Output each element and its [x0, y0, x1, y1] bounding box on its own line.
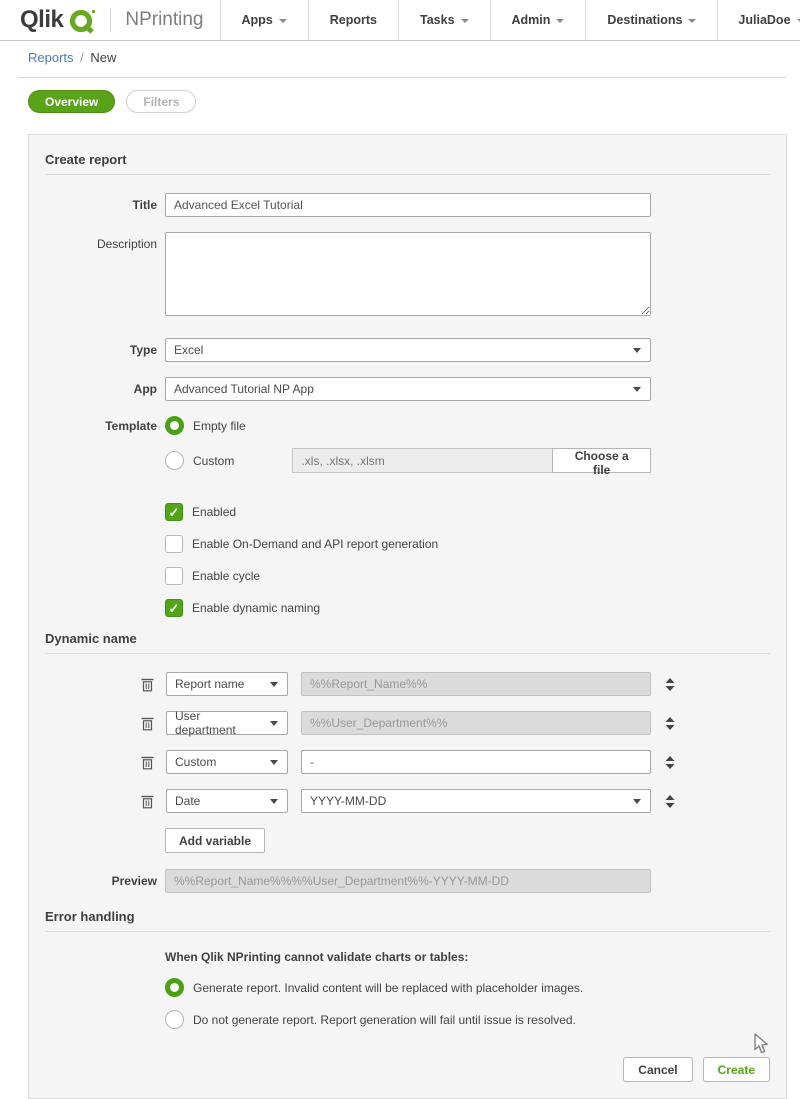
tab-bar [0, 78, 800, 113]
nav-item-label: Tasks [420, 13, 455, 27]
trash-icon[interactable] [140, 677, 154, 692]
chevron-down-icon [797, 19, 800, 23]
template-empty-file-radio[interactable] [165, 416, 184, 435]
chevron-down-icon [270, 721, 278, 726]
description-label: Description [96, 237, 157, 251]
enabled-checkbox[interactable] [165, 503, 183, 521]
date-format-value: YYYY-MM-DD [310, 794, 387, 808]
tab-overview[interactable]: Overview [28, 90, 115, 113]
ondemand-api-checkbox[interactable] [165, 535, 183, 553]
nav-item-label: Apps [241, 13, 273, 27]
template-empty-file-label: Empty file [193, 418, 246, 433]
title-label: Title [132, 198, 157, 212]
section-divider [45, 174, 770, 175]
breadcrumb-reports-link[interactable]: Reports [28, 50, 74, 65]
app-select-value: Advanced Tutorial NP App [174, 382, 314, 396]
qlik-wordmark: Qlik [20, 6, 64, 33]
description-textarea[interactable] [165, 232, 651, 316]
nav-item-label: Destinations [607, 13, 683, 27]
dynamic-naming-label: Enable dynamic naming [192, 601, 321, 615]
qlik-q-logo-icon [68, 6, 98, 34]
enable-cycle-label: Enable cycle [192, 569, 261, 583]
chevron-down-icon [633, 348, 641, 353]
generate-report-label: Generate report. Invalid content will be replaced with placeholder images. [193, 980, 584, 995]
dynamic-name-row [140, 750, 770, 789]
cancel-button[interactable]: Cancel [623, 1057, 692, 1082]
trash-icon[interactable] [140, 755, 154, 770]
chevron-down-icon [688, 19, 696, 23]
variable-type-select[interactable] [166, 711, 288, 735]
template-custom-label: Custom [193, 453, 235, 468]
variable-value-input [301, 711, 651, 735]
add-variable-button[interactable]: Add variable [165, 828, 265, 853]
variable-type-value: Date [175, 794, 201, 808]
create-report-card [28, 134, 787, 1099]
type-label: Type [129, 343, 157, 357]
enabled-label: Enabled [192, 505, 237, 519]
date-format-select[interactable] [301, 789, 651, 813]
trash-icon[interactable] [140, 794, 154, 809]
nav-item-label: Admin [511, 13, 551, 27]
brand-divider [110, 8, 111, 32]
variable-type-select[interactable] [166, 789, 288, 813]
nav-item-tasks[interactable] [398, 0, 490, 40]
breadcrumb [0, 41, 800, 73]
app-select[interactable] [165, 377, 651, 401]
dynamic-name-row [140, 789, 770, 828]
template-file-input[interactable] [292, 448, 553, 473]
app-label: App [133, 382, 157, 396]
variable-value-input [301, 672, 651, 696]
chevron-down-icon [270, 760, 278, 765]
chevron-down-icon [556, 19, 564, 23]
chevron-down-icon [279, 19, 287, 23]
top-navbar [0, 0, 800, 41]
variable-type-value: User department [175, 709, 236, 737]
chevron-down-icon [270, 682, 278, 687]
variable-type-value: Report name [175, 677, 245, 691]
chevron-down-icon [270, 799, 278, 804]
footer-actions [45, 1057, 770, 1082]
type-select[interactable] [165, 338, 651, 362]
section-heading-create-report: Create report [45, 152, 127, 167]
dynamic-name-row [140, 711, 770, 750]
user-menu[interactable] [717, 0, 800, 40]
breadcrumb-separator: / [80, 50, 84, 65]
create-button[interactable]: Create [703, 1057, 770, 1082]
nav-item-label: Reports [329, 13, 377, 27]
product-name: NPrinting [125, 9, 204, 30]
brand-logo[interactable] [0, 0, 220, 40]
no-generate-report-label: Do not generate report. Report generation will fail until issue is resolved. [193, 1012, 576, 1027]
preview-input [165, 869, 651, 893]
nav-item-reports[interactable] [308, 0, 398, 40]
reorder-handle-icon[interactable] [665, 756, 675, 769]
dynamic-naming-checkbox[interactable] [165, 599, 183, 617]
variable-type-select[interactable] [166, 750, 288, 774]
error-handling-question: When Qlik NPrinting cannot validate charts or tables: [165, 950, 469, 964]
reorder-handle-icon[interactable] [665, 795, 675, 808]
chevron-down-icon [633, 387, 641, 392]
tab-filters[interactable]: Filters [126, 90, 196, 113]
chevron-down-icon [461, 19, 469, 23]
variable-type-value: Custom [175, 755, 217, 769]
nav-item-destinations[interactable] [585, 0, 717, 40]
chevron-down-icon [633, 799, 641, 804]
no-generate-report-radio[interactable] [165, 1010, 184, 1029]
section-heading-dynamic-name: Dynamic name [45, 631, 137, 646]
ondemand-api-label: Enable On-Demand and API report generation [192, 537, 439, 551]
nav-item-apps[interactable] [220, 0, 308, 40]
title-input[interactable] [165, 193, 651, 217]
reorder-handle-icon[interactable] [665, 678, 675, 691]
section-divider [45, 653, 770, 654]
trash-icon[interactable] [140, 716, 154, 731]
type-select-value: Excel [174, 343, 204, 357]
template-custom-radio[interactable] [165, 451, 184, 470]
generate-report-radio[interactable] [165, 978, 184, 997]
template-label: Template [105, 419, 157, 433]
user-name: JuliaDoe [738, 13, 791, 27]
nav-item-admin[interactable] [490, 0, 586, 40]
variable-value-input[interactable] [301, 750, 651, 774]
section-divider [45, 931, 770, 932]
enable-cycle-checkbox[interactable] [165, 567, 183, 585]
breadcrumb-current: New [90, 50, 117, 65]
variable-type-select[interactable] [166, 672, 288, 696]
section-heading-error-handling: Error handling [45, 909, 135, 924]
dynamic-name-row [140, 672, 770, 711]
choose-file-button[interactable]: Choose a file [552, 448, 651, 473]
reorder-handle-icon[interactable] [665, 717, 675, 730]
preview-label: Preview [111, 874, 157, 888]
